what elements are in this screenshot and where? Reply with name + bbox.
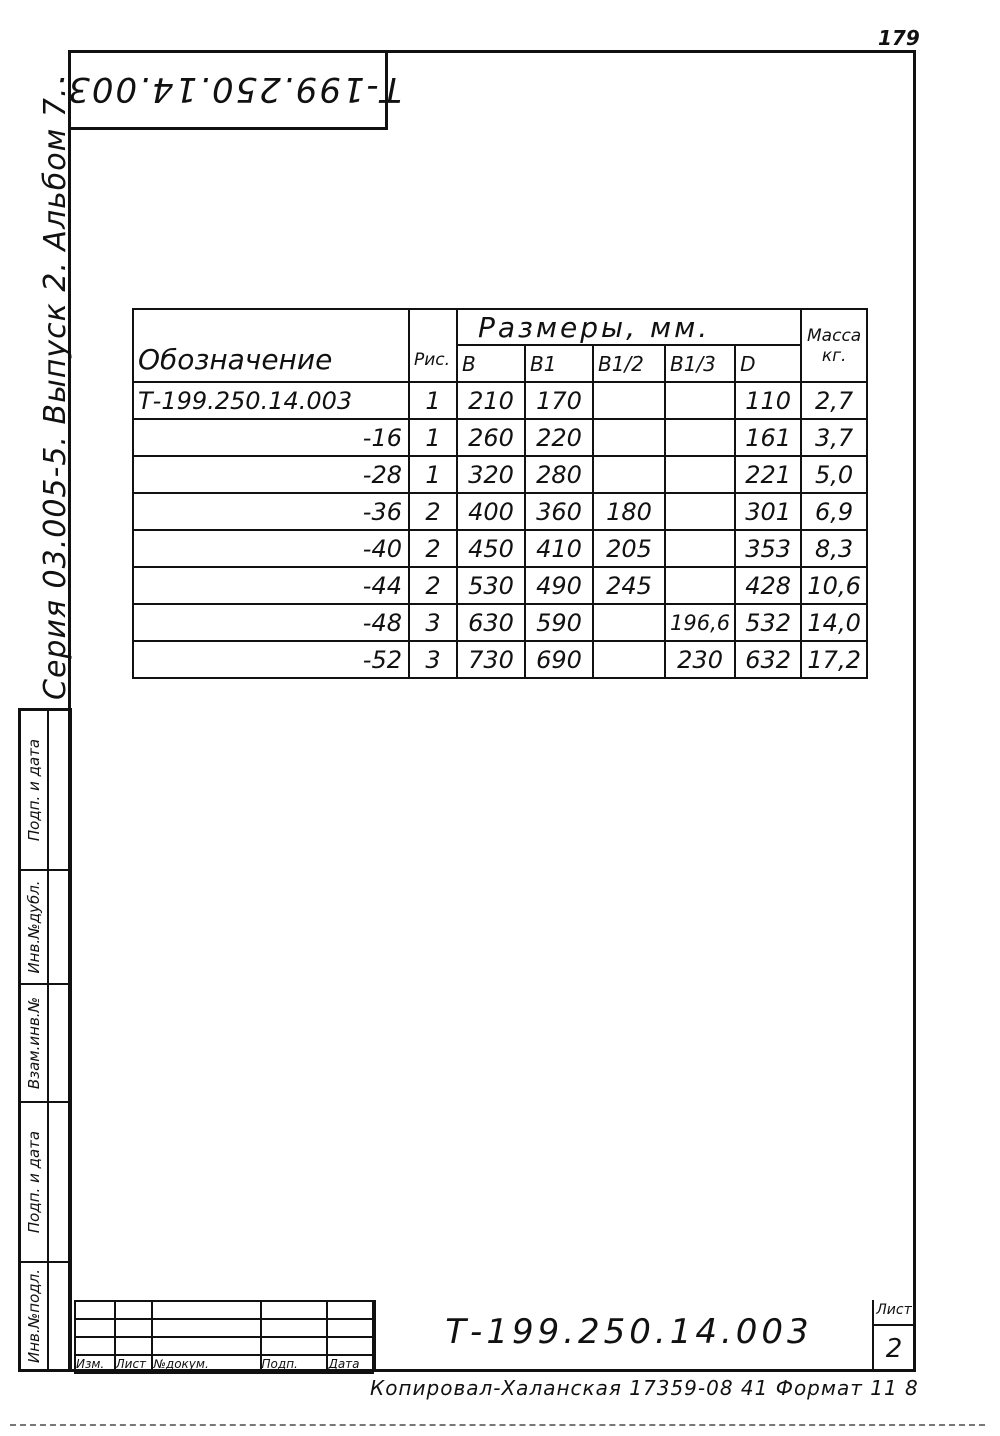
title-block-header-row [75,1355,373,1373]
cell-b1: 590 [525,604,593,641]
strip-label: Подп. и дата [25,738,43,842]
tb-cell [115,1319,153,1337]
strip-blank [47,985,69,1103]
title-block [74,1300,914,1370]
title-block-designation: Т-199.250.14.003 [445,1312,813,1352]
cell-mass: 14,0 [801,604,867,641]
cell-d: 161 [735,419,801,456]
header-b: В [457,345,525,382]
cell-designation: -28 [133,456,409,493]
cell-mass: 8,3 [801,530,867,567]
cell-designation: -16 [133,419,409,456]
cell-fig: 3 [409,604,457,641]
cell-b1-2 [593,641,665,678]
cell-d: 353 [735,530,801,567]
cell-mass: 5,0 [801,456,867,493]
cell-b1-2 [593,419,665,456]
cell-b1: 280 [525,456,593,493]
cell-d: 221 [735,456,801,493]
table-row [133,641,867,678]
cut-line [10,1424,985,1426]
table-row [133,382,867,419]
cell-mass: 10,6 [801,567,867,604]
title-block-divider [374,1300,376,1370]
cell-b1-3 [665,567,735,604]
strip-blank [47,871,69,985]
cell-b1: 690 [525,641,593,678]
series-text: Серия 03.005-5. Выпуск 2. Альбом 7. [38,86,73,700]
header-b1-2: В1/2 [593,345,665,382]
tb-cell [327,1301,373,1319]
tb-col-sheet: Лист [115,1355,153,1373]
corner-stamp-text: Т-199.250.14.003. [53,69,402,110]
tb-cell [327,1337,373,1355]
cell-b1-3 [665,382,735,419]
strip-cell-replace-inv [21,985,47,1103]
header-b1-3: В1/3 [665,345,735,382]
cell-fig: 2 [409,493,457,530]
header-fig: Рис. [409,309,457,382]
cell-b1-3 [665,456,735,493]
table-row [133,419,867,456]
cell-b1-3 [665,493,735,530]
binding-strip [18,708,72,1372]
cell-b1-2: 245 [593,567,665,604]
cell-designation: -44 [133,567,409,604]
cell-fig: 2 [409,567,457,604]
tb-cell [327,1319,373,1337]
tb-col-doc: №докум. [152,1355,260,1373]
header-row-top [133,309,867,345]
tb-cell [152,1337,260,1355]
table-row [133,604,867,641]
cell-designation: -48 [133,604,409,641]
cell-b1-2 [593,456,665,493]
strip-cell-inv-orig [21,1263,47,1369]
cell-b1-3 [665,530,735,567]
spec-table [132,308,868,679]
strip-cell-dup-inv [21,871,47,985]
cell-b1-2: 205 [593,530,665,567]
cell-mass: 17,2 [801,641,867,678]
strip-label: Инв.№дубл. [25,880,43,974]
strip-label: Инв.№подл. [25,1269,43,1363]
table-row [133,456,867,493]
cell-mass: 3,7 [801,419,867,456]
tb-cell [115,1301,153,1319]
sheet-box [872,1300,914,1370]
tb-cell [261,1301,328,1319]
tb-cell [152,1301,260,1319]
header-dimensions: Размеры, мм. [457,309,801,345]
title-block-row [75,1337,373,1355]
title-block-row [75,1319,373,1337]
sheet-label: Лист [874,1302,914,1326]
cell-b: 450 [457,530,525,567]
cell-designation: Т-199.250.14.003 [133,382,409,419]
cell-d: 428 [735,567,801,604]
cell-fig: 1 [409,382,457,419]
sheet-mark: 179 [878,26,920,50]
cell-b: 730 [457,641,525,678]
tb-col-date: Дата [327,1355,373,1373]
cell-b1: 490 [525,567,593,604]
cell-designation: -36 [133,493,409,530]
tb-col-sign: Подп. [261,1355,328,1373]
cell-b1: 220 [525,419,593,456]
tb-cell [115,1337,153,1355]
cell-b: 210 [457,382,525,419]
cell-b1-3: 196,6 [665,604,735,641]
cell-b1-3: 230 [665,641,735,678]
cell-fig: 1 [409,419,457,456]
cell-fig: 3 [409,641,457,678]
sheet-number: 2 [885,1334,903,1364]
cell-mass: 6,9 [801,493,867,530]
strip-label: Взам.инв.№ [25,996,43,1090]
header-designation: Обозначение [133,309,409,382]
strip-label: Подп. и дата [25,1130,43,1234]
cell-b1-2 [593,604,665,641]
cell-b1: 410 [525,530,593,567]
cell-d: 632 [735,641,801,678]
table-row [133,567,867,604]
cell-fig: 2 [409,530,457,567]
cell-b: 260 [457,419,525,456]
strip-blank [47,711,69,871]
cell-b1-2 [593,382,665,419]
strip-blank [47,1103,69,1263]
strip-blank [47,1263,69,1369]
cell-b1: 170 [525,382,593,419]
cell-d: 110 [735,382,801,419]
tb-cell [75,1337,115,1355]
cell-designation: -52 [133,641,409,678]
cell-b: 630 [457,604,525,641]
title-block-row [75,1301,373,1319]
cell-b: 400 [457,493,525,530]
strip-cell-sign-date [21,1103,47,1263]
title-block-grid [74,1300,374,1374]
cell-designation: -40 [133,530,409,567]
tb-cell [152,1319,260,1337]
cell-b1: 360 [525,493,593,530]
table-row [133,493,867,530]
cell-d: 301 [735,493,801,530]
tb-cell [75,1301,115,1319]
corner-stamp [53,52,402,130]
strip-cell-sign-date-2 [21,711,47,871]
cell-b: 530 [457,567,525,604]
tb-col-change: Изм. [75,1355,115,1373]
cell-b1-3 [665,419,735,456]
tb-cell [75,1319,115,1337]
cell-b1-2: 180 [593,493,665,530]
header-b1: В1 [525,345,593,382]
table-row [133,530,867,567]
copy-note: Копировал-Халанская 17359-08 41 Формат 11 8 [370,1376,919,1400]
header-mass: Масса кг. [801,309,867,382]
tb-cell [261,1337,328,1355]
cell-mass: 2,7 [801,382,867,419]
cell-d: 532 [735,604,801,641]
header-d: D [735,345,801,382]
tb-cell [261,1319,328,1337]
cell-b: 320 [457,456,525,493]
cell-fig: 1 [409,456,457,493]
